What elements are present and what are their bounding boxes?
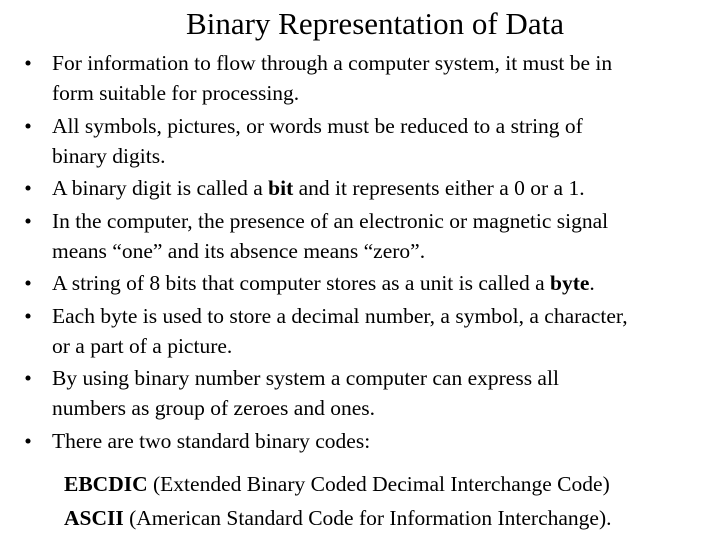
bullet-icon: • [24, 366, 32, 390]
bullet-icon: • [24, 176, 32, 200]
bullet-icon: • [24, 303, 32, 328]
bullet-text-line: numbers as group of zeroes and ones. [52, 396, 376, 420]
bullet-text: . [589, 271, 595, 295]
code-expansion: (American Standard Code for Information Interchange). [123, 506, 612, 530]
bullet-text-line: binary digits. [52, 143, 166, 168]
bullet-text: A binary digit is called a [52, 176, 269, 200]
bullet-text-line: All symbols, pictures, or words must be reduced to a string of [52, 113, 583, 138]
bit-term: bit [268, 176, 294, 200]
code-row-ascii [64, 501, 612, 535]
bullet-item-binary-digits [18, 111, 708, 171]
code-abbreviation: ASCII [64, 506, 124, 530]
code-abbreviation: EBCDIC [64, 472, 148, 496]
bullet-icon: • [24, 208, 32, 233]
bullet-text: and it represents either a 0 or a 1. [293, 176, 585, 200]
bullet-text: A string of 8 bits that computer stores as a unit is called a [52, 271, 550, 295]
bullet-text-line: By using binary number system a computer can express all [52, 366, 559, 390]
slide-title: Binary Representation of Data [186, 6, 564, 41]
bullet-item-standard-codes [18, 426, 708, 456]
bullet-icon: • [24, 271, 32, 295]
byte-term: byte [550, 271, 590, 295]
bullet-text-line: There are two standard binary codes: [52, 428, 371, 453]
bullet-item-binary-number-system [18, 363, 708, 423]
bullet-list [18, 48, 708, 458]
code-list [64, 467, 612, 535]
bullet-text-line [52, 268, 708, 298]
bullet-text-line: form suitable for processing. [52, 81, 300, 105]
bullet-text-line [52, 173, 708, 203]
bullet-item-signal-meaning [18, 206, 708, 266]
bullet-text-line: or a part of a picture. [52, 333, 233, 358]
bullet-icon: • [24, 51, 32, 75]
bullet-item-bit-definition [18, 173, 708, 203]
bullet-item-byte-definition [18, 268, 708, 298]
bullet-item-information-flow [18, 48, 708, 108]
code-expansion: (Extended Binary Coded Decimal Interchange Code) [147, 472, 610, 496]
bullet-text-line: In the computer, the presence of an electronic or magnetic signal [52, 208, 609, 233]
bullet-icon: • [24, 113, 32, 138]
bullet-text-line: means “one” and its absence means “zero”. [52, 238, 426, 263]
bullet-item-byte-usage [18, 301, 708, 361]
bullet-text-line: Each byte is used to store a decimal number, a symbol, a character, [52, 303, 628, 328]
bullet-icon: • [24, 428, 32, 453]
bullet-text-line: For information to flow through a computer system, it must be in [52, 51, 613, 75]
code-row-ebcdic [64, 467, 612, 501]
